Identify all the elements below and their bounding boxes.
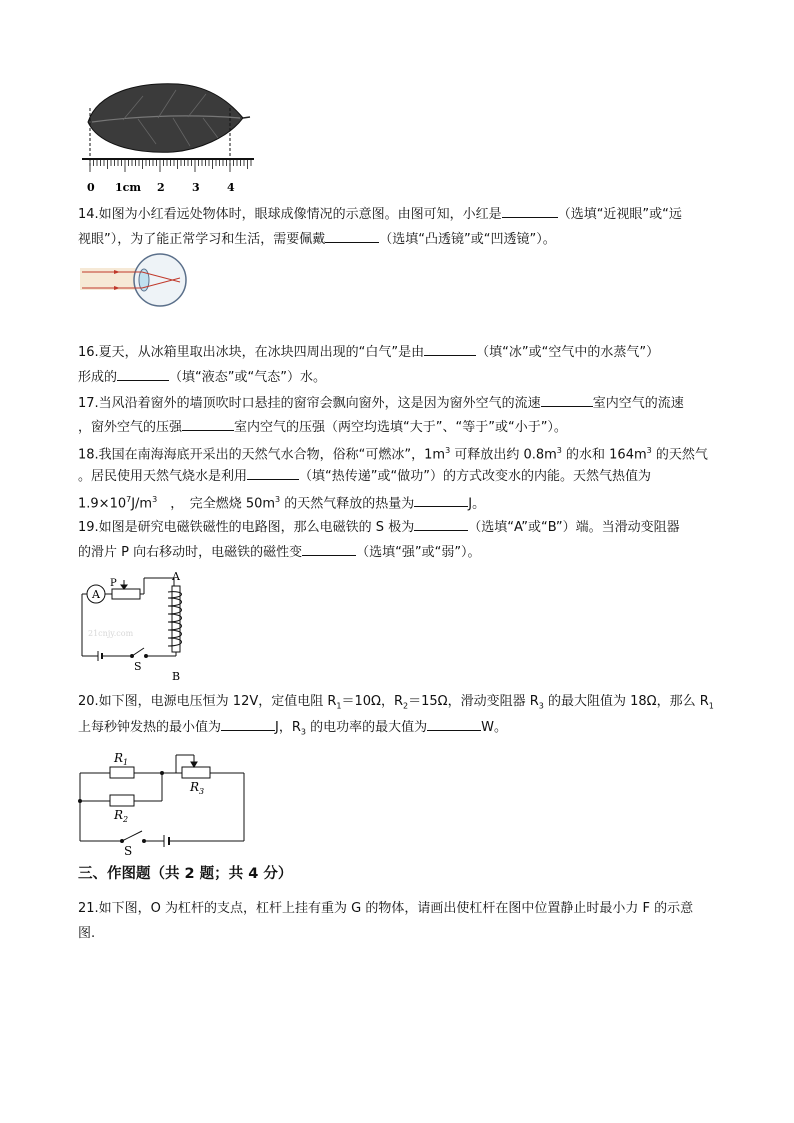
ruler-label: 0: [87, 181, 95, 194]
q18-line1: 18.我国在南海海底开采出的天然气水合物，俗称“可燃冰”，$1m^3$ 可释放出约 $0.8m^3$ 的水和 $164m^3$ 的天然气: [78, 446, 708, 463]
q16-line1: 16.夏天，从冰箱里取出冰块，在冰块四周出现的“白气”是由 （填“冰”或“空气中的水蒸气”）: [78, 342, 724, 362]
q17-line2: ，窗外空气的压强 室内空气的压强（两空均选填“大于”、“等于”或“小于”）。: [78, 417, 724, 437]
q17-line1: 17.当风沿着窗外的墙顶吹时口悬挂的窗帘会飘向窗外，这是因为窗外空气的流速 室内空气的流速: [78, 393, 724, 413]
slider-label: P: [110, 578, 117, 589]
q20-line1: 20.如下图，电源电压恒为 12V，定值电阻 $R_1=10\Omega$，$R_2=15\Omega$，滑动变阻器 $R_3$ 的最大阻值为 18Ω，那么 $R_1$: [78, 694, 714, 711]
q16-line2: 形成的 （填“液态”或“气态”）水。: [78, 367, 724, 387]
resistor-r1: [110, 767, 134, 778]
end-label-top: A: [172, 570, 180, 583]
ruler-label: 4: [227, 181, 235, 194]
electromagnet-circuit: [78, 568, 208, 683]
leaf-shape: [88, 84, 243, 152]
ruler-label: 2: [157, 181, 165, 194]
q14-line2: 视眼”），为了能正常学习和生活，需要佩戴 （选填“凸透镜”或“凹透镜”）。: [78, 229, 724, 249]
switch-symbol: [132, 648, 144, 656]
ruler-label: 1cm: [115, 181, 141, 194]
watermark: 21cnjy.com: [88, 629, 134, 638]
q18-answer-blank-1[interactable]: [247, 466, 299, 480]
rheostat-r3: [182, 767, 210, 778]
q18-line2: 。居民使用天然气烧水是利用 （填“热传递”或“做功”）的方式改变水的内能。天然气热值为: [78, 466, 724, 486]
label-r1: $R_1$: [114, 751, 129, 767]
rheostat-symbol: [112, 589, 140, 599]
switch-symbol: [122, 831, 142, 841]
q20-answer-blank-1[interactable]: [221, 717, 275, 731]
section-title: 三、作图题（共 2 题；共 4 分）: [78, 866, 293, 882]
q17-answer-blank-2[interactable]: [182, 417, 234, 431]
eye-figure: [80, 252, 190, 308]
end-label-bottom: B: [172, 670, 181, 683]
ruler-ticks: [90, 160, 251, 172]
label-switch: S: [124, 844, 133, 855]
q21-line1: 21.如下图，O 为杠杆的支点，杠杆上挂有重为 G 的物体，请画出使杠杆在图中位置静止时最小力 F 的示意: [78, 901, 694, 916]
ammeter-label: A: [92, 588, 100, 601]
q18-answer-blank-2[interactable]: [414, 493, 468, 507]
q16-answer-blank-1[interactable]: [424, 342, 476, 356]
switch-label: S: [134, 660, 142, 673]
q19-line1: 19.如图是研究电磁铁磁性的电路图，那么电磁铁的 S 极为 （选填“A”或“B”）端。当滑动变阻器: [78, 517, 724, 537]
resistor-r2: [110, 795, 134, 806]
q14-answer-blank-1[interactable]: [502, 204, 558, 218]
q19-answer-blank-1[interactable]: [414, 517, 468, 531]
label-r3: $R_3$: [190, 780, 205, 796]
leaf-ruler-figure: [78, 78, 258, 198]
q16-answer-blank-2[interactable]: [117, 367, 169, 381]
electromagnet-core: [172, 586, 180, 652]
q20-answer-blank-2[interactable]: [427, 717, 481, 731]
q14-line1: 14.如图为小红看远处物体时，眼球成像情况的示意图。由图可知，小红是 （选填“近视眼”或“远: [78, 204, 724, 224]
q21-line2: 图.: [78, 926, 96, 941]
ruler-label: 3: [192, 181, 200, 194]
q19-line2: 的滑片 P 向右移动时，电磁铁的磁性变 （选填“强”或“弱”）。: [78, 542, 724, 562]
q17-answer-blank-1[interactable]: [541, 393, 593, 407]
q14-answer-blank-2[interactable]: [325, 229, 379, 243]
ruler-labels: [87, 181, 235, 194]
resistor-circuit: [76, 745, 251, 855]
q20-line2: 上每秒钟发热的最小值为 J，$R_3$ 的电功率的最大值为 W。: [78, 717, 724, 742]
q18-line3: $1.9\times 10^7J/m^3$ ， 完全燃烧 $50m^3$ 的天然气释放的热量为 J。: [78, 495, 486, 512]
ruler-body: [82, 158, 254, 160]
label-r2: $R_2$: [114, 808, 129, 824]
q19-answer-blank-2[interactable]: [302, 542, 356, 556]
